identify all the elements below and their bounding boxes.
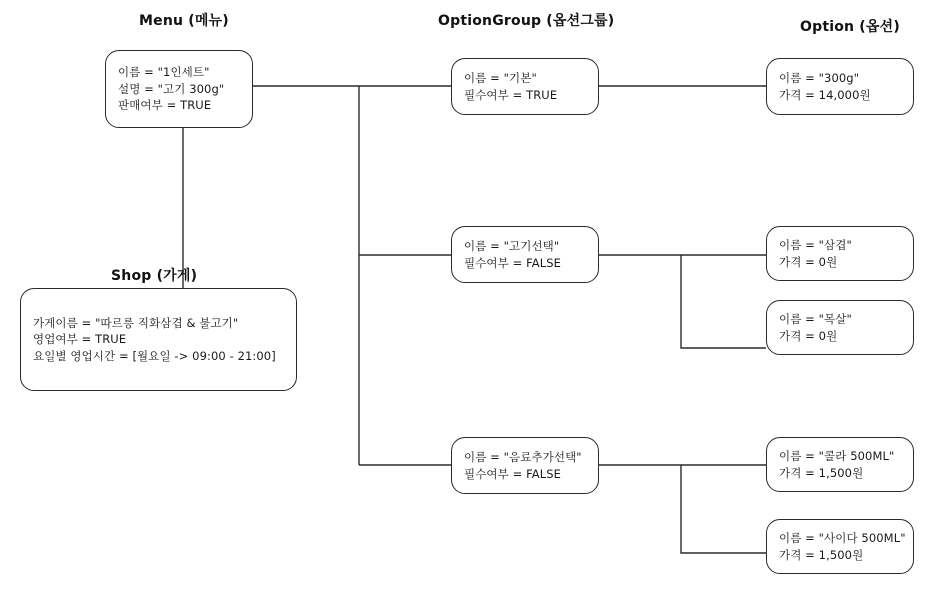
optiongroup-meat-node[interactable] <box>451 226 599 283</box>
menu-node[interactable] <box>105 50 253 128</box>
optiongroup-basic-node[interactable] <box>451 58 599 115</box>
option-samgyeop-node[interactable] <box>766 226 914 281</box>
node-line: 요일별 영업시간 = [월요일 -> 09:00 - 21:00] <box>33 348 276 363</box>
node-line: 가격 = 1,500원 <box>779 547 864 562</box>
node-line: 필수여부 = FALSE <box>464 466 561 481</box>
edge-drink-branch <box>599 465 766 553</box>
node-line: 이름 = "음료추가선택" <box>464 450 582 464</box>
group-title: OptionGroup (옵션그룹) <box>438 13 615 29</box>
node-line: 이름 = "사이다 500ML" <box>779 531 906 545</box>
group-title: Option (옵션) <box>800 19 900 35</box>
node-line: 가격 = 0원 <box>779 328 838 343</box>
shop-node[interactable] <box>20 288 297 391</box>
node-line: 필수여부 = FALSE <box>464 255 561 270</box>
node-line: 이름 = "고기선택" <box>464 239 560 253</box>
node-line: 필수여부 = TRUE <box>464 87 558 102</box>
group-title: Shop (가게) <box>111 268 198 284</box>
node-line: 이름 = "300g" <box>779 71 860 85</box>
node-line: 판매여부 = TRUE <box>118 98 212 113</box>
option-300g-node[interactable] <box>766 58 914 115</box>
node-line: 설명 = "고기 300g" <box>118 81 225 96</box>
option-moksal-node[interactable] <box>766 300 914 355</box>
node-line: 이름 = "목살" <box>779 312 852 326</box>
node-line: 이름 = "콜라 500ML" <box>779 449 895 463</box>
group-title: Menu (메뉴) <box>139 13 229 29</box>
edge-meat-branch <box>599 255 766 348</box>
option-cola-node[interactable] <box>766 437 914 492</box>
node-line: 가게이름 = "따르릉 직화삼겹 & 불고기" <box>33 315 239 330</box>
node-line: 이름 = "1인세트" <box>118 65 210 80</box>
node-line: 이름 = "삼겹" <box>779 238 852 252</box>
node-line: 이름 = "기본" <box>464 71 537 85</box>
option-cider-node[interactable] <box>766 519 914 574</box>
node-line: 영업여부 = TRUE <box>33 332 127 347</box>
optiongroup-drink-node[interactable] <box>451 437 599 494</box>
node-line: 가격 = 0원 <box>779 254 838 269</box>
node-line: 가격 = 14,000원 <box>779 87 871 102</box>
node-line: 가격 = 1,500원 <box>779 465 864 480</box>
